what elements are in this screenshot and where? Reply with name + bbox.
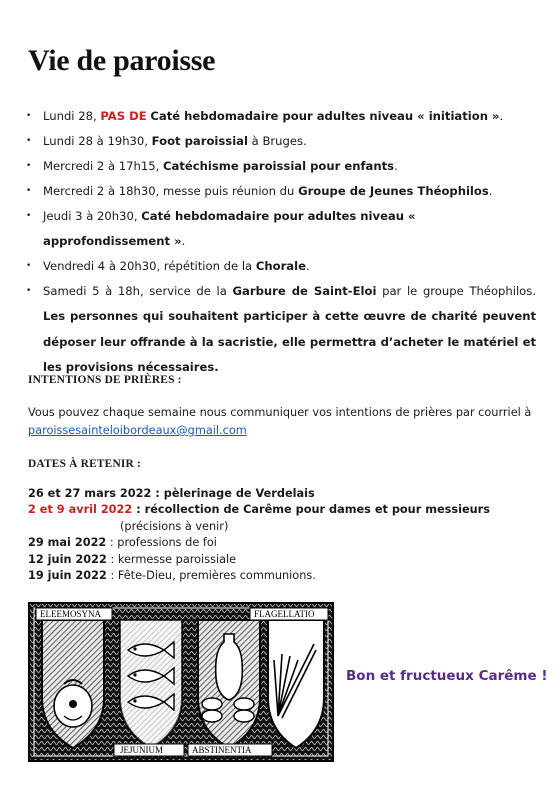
contact-email-link[interactable]: paroissesainteloibordeaux@gmail.com bbox=[28, 424, 247, 437]
engraving-label-eleemosyna: ELEEMOSYNA bbox=[40, 609, 101, 619]
text-fragment: Les personnes qui souhaitent participer à cette œuvre de charité peuvent déposer leur offrande à la sacristie, elle permettra d’acheter le matériel et les provisions nécessaires. bbox=[43, 309, 536, 375]
text-fragment: (précisions à venir) bbox=[120, 519, 229, 533]
dates-heading: DATES À RETENIR : bbox=[28, 458, 142, 470]
news-item bbox=[26, 154, 536, 179]
news-item bbox=[26, 104, 536, 129]
text-fragment: . bbox=[499, 109, 504, 123]
text-fragment: Lundi 28 à 19h30, bbox=[43, 134, 152, 148]
text-fragment: 26 et 27 mars 2022 : pèlerinage de Verdelais bbox=[28, 487, 315, 500]
bullet-icon: • bbox=[26, 211, 32, 221]
lenten-engraving bbox=[28, 602, 334, 762]
text-fragment: 2 et 9 avril 2022 bbox=[28, 503, 133, 517]
date-entry bbox=[28, 535, 536, 551]
date-entry bbox=[28, 502, 536, 518]
date-entry bbox=[28, 519, 536, 535]
text-fragment: . bbox=[488, 184, 493, 198]
text-fragment: Garbure de Saint-Eloi bbox=[232, 284, 377, 298]
page-title: Vie de paroisse bbox=[28, 44, 216, 77]
intentions-text: Vous pouvez chaque semaine nous communiquer vos intentions de prières par courriel à bbox=[28, 406, 532, 419]
text-fragment: : récollection de Carême pour dames et pour messieurs bbox=[132, 503, 490, 517]
text-fragment: Caté hebdomadaire pour adultes niveau « approfondissement » bbox=[43, 209, 416, 248]
date-entry bbox=[28, 552, 536, 568]
text-fragment: Lundi 28, bbox=[43, 109, 101, 123]
text-fragment: . bbox=[181, 234, 186, 248]
closing-message: Bon et fructueux Carême ! bbox=[346, 668, 548, 684]
text-fragment: Mercredi 2 à 17h15, bbox=[43, 159, 164, 173]
shield-flagellatio bbox=[268, 620, 324, 748]
engraving-label-abstinentia: ABSTINENTIA bbox=[192, 745, 252, 755]
text-fragment: Chorale bbox=[255, 259, 306, 273]
news-item bbox=[26, 279, 536, 381]
shield-jejunium bbox=[120, 620, 182, 748]
text-fragment: Mercredi 2 à 18h30, messe puis réunion du bbox=[43, 184, 299, 198]
text-fragment: Caté hebdomadaire pour adultes niveau « initiation » bbox=[150, 109, 500, 123]
text-fragment: : kermesse paroissiale bbox=[106, 552, 237, 566]
text-fragment: Catéchisme paroissial pour enfants bbox=[163, 159, 395, 173]
dates-list bbox=[28, 486, 536, 584]
text-fragment: 19 juin 2022 bbox=[28, 569, 107, 583]
news-item bbox=[26, 129, 536, 154]
bullet-icon: • bbox=[26, 286, 32, 296]
parish-news-list bbox=[26, 104, 536, 381]
text-fragment: : Fête-Dieu, premières communions. bbox=[106, 569, 316, 583]
bullet-icon: • bbox=[26, 186, 32, 196]
news-item bbox=[26, 204, 536, 254]
text-fragment: Jeudi 3 à 20h30, bbox=[43, 209, 142, 223]
text-fragment: Groupe de Jeunes Théophilos bbox=[298, 184, 489, 198]
text-fragment: Vendredi 4 à 20h30, répétition de la bbox=[43, 259, 256, 273]
text-fragment: par le groupe Théophilos. bbox=[376, 284, 537, 298]
bullet-icon: • bbox=[26, 161, 32, 171]
intentions-heading: INTENTIONS DE PRIÈRES : bbox=[28, 374, 182, 386]
bullet-icon: • bbox=[26, 111, 32, 121]
news-item bbox=[26, 254, 536, 279]
date-entry bbox=[28, 568, 536, 584]
text-fragment: PAS DE bbox=[100, 109, 147, 123]
shield-eleemosyna bbox=[42, 620, 104, 748]
text-fragment: . bbox=[394, 159, 398, 173]
text-fragment: 29 mai 2022 bbox=[28, 536, 107, 550]
text-fragment: Samedi 5 à 18h, service de la bbox=[43, 284, 233, 298]
text-fragment: : professions de foi bbox=[106, 536, 217, 550]
text-fragment: à Bruges. bbox=[247, 134, 307, 148]
text-fragment: . bbox=[305, 259, 310, 273]
bullet-icon: • bbox=[26, 136, 32, 146]
shield-abstinentia bbox=[198, 620, 260, 748]
text-fragment: Foot paroissial bbox=[151, 134, 248, 148]
engraving-label-flagellatio: FLAGELLATIO bbox=[254, 609, 315, 619]
news-item bbox=[26, 179, 536, 204]
text-fragment: 12 juin 2022 bbox=[28, 552, 107, 566]
date-entry bbox=[28, 486, 536, 502]
intentions-paragraph bbox=[28, 404, 536, 440]
bullet-icon: • bbox=[26, 261, 32, 271]
engraving-label-jejunium: JEJUNIUM bbox=[120, 745, 164, 755]
